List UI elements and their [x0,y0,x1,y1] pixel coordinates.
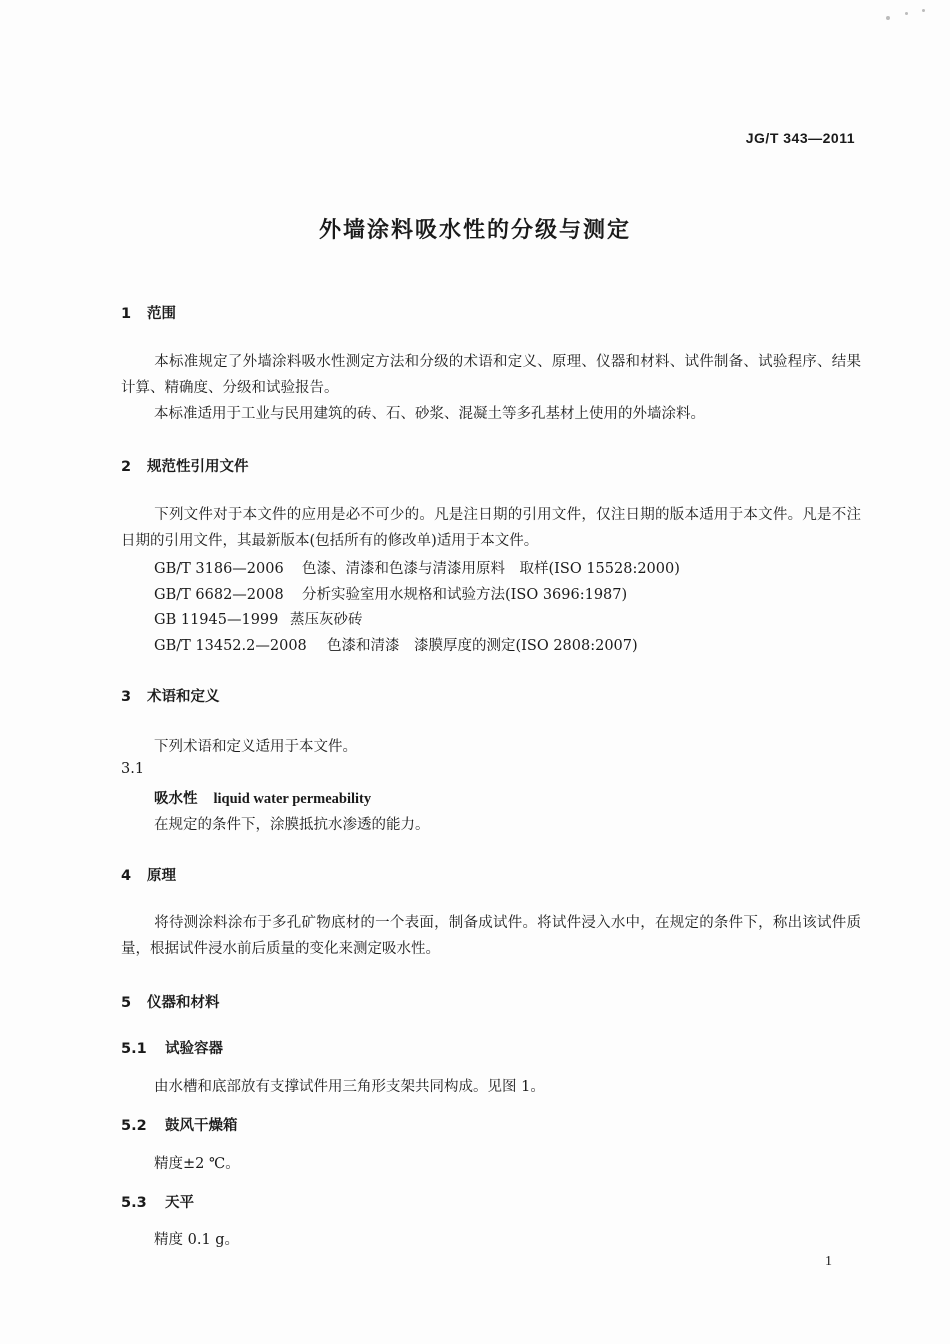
paragraph-text: 下列文件对于本文件的应用是必不可少的。凡是注日期的引用文件，仅注日期的版本适用于本文件。凡是不注日期的引用文件，其最新版本(包括所有的修改单)适用于本文件。 [121,507,861,549]
term-entry [154,787,371,808]
paragraph-text: 本标准规定了外墙涂料吸水性测定方法和分级的术语和定义、原理、仪器和材料、试件制备、试验程序、结果计算、精确度、分级和试验报告。 [121,354,861,396]
reference-item [154,557,680,578]
scan-speck [886,16,890,20]
section-number: 3 [121,689,132,705]
section-number: 1 [121,306,132,322]
standard-code: JG/T 343—2011 [745,130,855,146]
paragraph-text: 本标准适用于工业与民用建筑的砖、石、砂浆、混凝土等多孔基材上使用的外墙涂料。 [154,406,705,422]
section-2-paragraph-1 [121,502,861,554]
scan-speck [922,9,925,12]
subsection-title: 鼓风干燥箱 [165,1118,238,1134]
subsection-5-1-text: 由水槽和底部放有支撑试件用三角形支架共同构成。见图 1。 [154,1079,545,1095]
section-title: 术语和定义 [147,689,220,705]
section-title: 原理 [147,868,176,884]
section-1-heading [121,302,176,323]
reference-title: 蒸压灰砂砖 [290,612,363,628]
section-number: 4 [121,868,132,884]
reference-code: GB 11945—1999 [154,612,279,628]
term-english: liquid water permeability [213,791,372,807]
section-title: 规范性引用文件 [147,459,249,475]
section-1-paragraph-1 [121,349,861,401]
term-definition: 在规定的条件下，涂膜抵抗水渗透的能力。 [154,817,430,833]
subsection-5-2-text: 精度±2 ℃。 [154,1156,240,1172]
section-3-heading [121,685,220,706]
document-title: 外墙涂料吸水性的分级与测定 [318,218,631,243]
term-number: 3.1 [121,761,145,777]
page-number: 1 [825,1254,832,1269]
subsection-title: 天平 [165,1195,194,1211]
reference-title: 色漆、清漆和色漆与清漆用原料 取样(ISO 15528:2000) [302,561,680,577]
section-1-paragraph-2 [121,401,861,427]
reference-title: 色漆和清漆 漆膜厚度的测定(ISO 2808:2007) [327,638,638,654]
section-number: 5 [121,995,132,1011]
subsection-number: 5.2 [121,1118,147,1134]
section-5-heading [121,991,220,1012]
section-4-heading [121,864,176,885]
section-title: 仪器和材料 [147,995,220,1011]
term-chinese: 吸水性 [154,791,198,807]
reference-item [154,634,638,655]
reference-code: GB/T 13452.2—2008 [154,638,307,654]
reference-code: GB/T 6682—2008 [154,587,284,603]
reference-item [154,608,363,629]
reference-code: GB/T 3186—2006 [154,561,284,577]
section-title: 范围 [147,306,176,322]
subsection-number: 5.1 [121,1041,147,1057]
reference-item [154,583,627,604]
subsection-title: 试验容器 [165,1041,223,1057]
subsection-5-2-heading [121,1114,238,1135]
subsection-number: 5.3 [121,1195,147,1211]
subsection-5-3-heading [121,1191,194,1212]
section-3-paragraph-1: 下列术语和定义适用于本文件。 [154,739,357,755]
subsection-5-3-text: 精度 0.1 g。 [154,1232,240,1248]
section-4-paragraph-1 [121,910,861,962]
section-2-heading [121,455,249,476]
reference-title: 分析实验室用水规格和试验方法(ISO 3696:1987) [302,587,628,603]
subsection-5-1-heading [121,1037,223,1058]
section-number: 2 [121,459,132,475]
paragraph-text: 将待测涂料涂布于多孔矿物底材的一个表面，制备成试件。将试件浸入水中，在规定的条件下，称出该试件质量，根据试件浸水前后质量的变化来测定吸水性。 [121,915,861,957]
scan-speck [905,12,908,15]
